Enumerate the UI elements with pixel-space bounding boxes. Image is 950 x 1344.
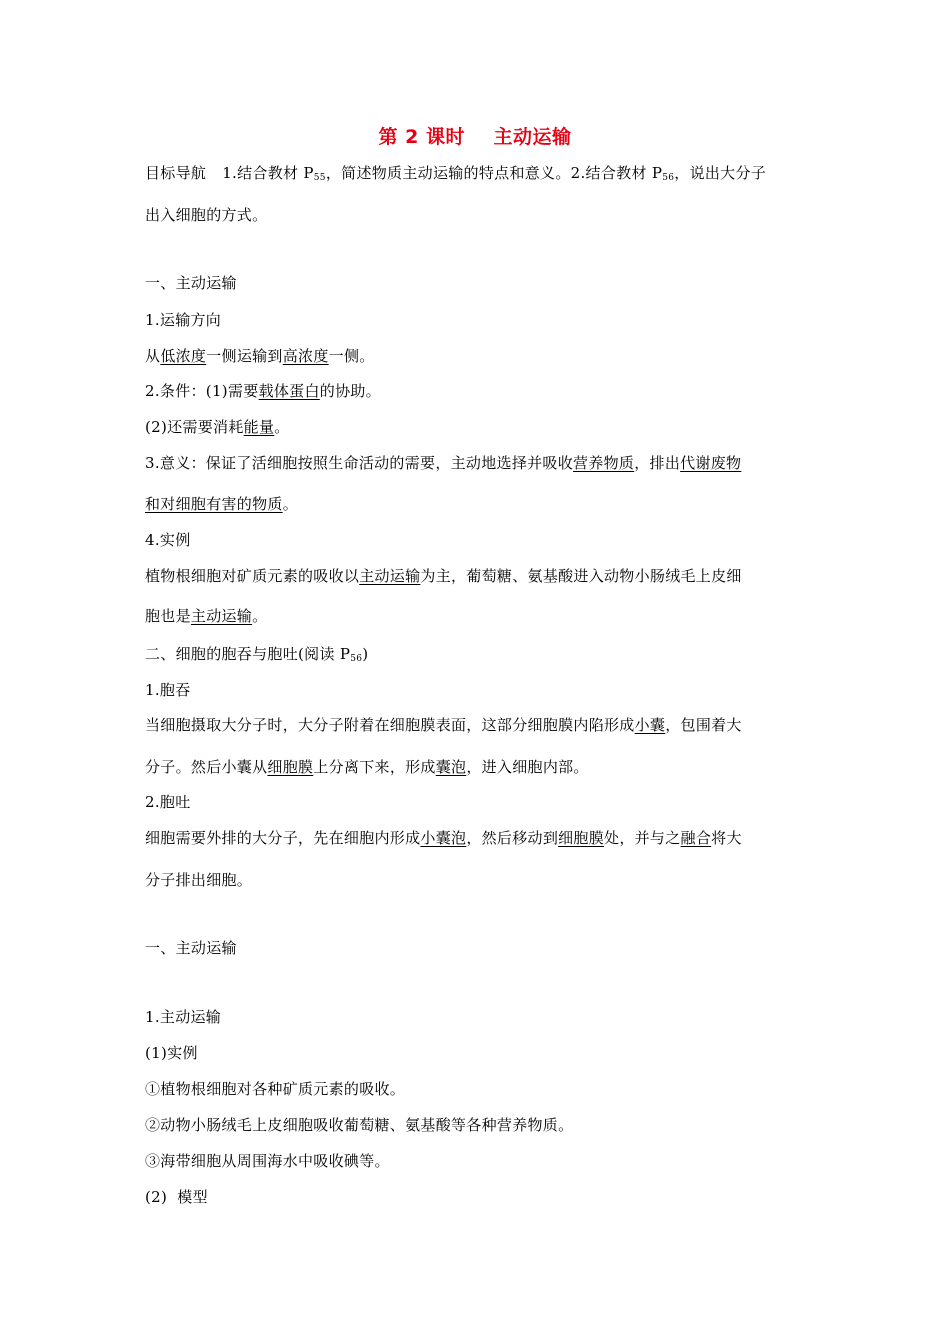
text: 处，并与之 <box>604 829 681 847</box>
answer-blank: 主动运输 <box>190 607 253 625</box>
text: 。 <box>252 607 268 625</box>
example-item-3: ③海带细胞从周围海水中吸收碘等。 <box>145 1152 390 1170</box>
answer-blank: 主动运输 <box>359 567 421 585</box>
text: 的协助。 <box>319 382 381 400</box>
subheading-model: (2) 模型 <box>145 1188 208 1206</box>
text: 2.条件：(1)需要 <box>145 382 259 400</box>
subheading-exocytosis: 2.胞吐 <box>145 793 191 811</box>
answer-blank: 囊泡 <box>435 758 467 776</box>
paragraph-significance-line-2 <box>145 494 815 514</box>
text: ，进入细胞内部。 <box>466 758 589 776</box>
paragraph-exocytosis-line-2: 分子排出细胞。 <box>145 871 253 889</box>
text: 上分离下来，形成 <box>313 758 436 776</box>
paragraph-examples-line-1 <box>145 566 815 586</box>
page-ref-sub: 55 <box>313 173 326 183</box>
section-heading-active-transport-2: 一、主动运输 <box>145 939 237 957</box>
answer-blank: 细胞膜 <box>267 758 314 776</box>
text: 二、细胞的胞吞与胞吐(阅读 P <box>145 645 351 663</box>
text: (2)还需要消耗 <box>145 418 244 436</box>
page-ref-sub: 56 <box>350 654 363 664</box>
subheading-examples: 4.实例 <box>145 531 191 549</box>
answer-blank: 细胞膜 <box>558 829 605 847</box>
paragraph-examples-line-2 <box>145 606 815 626</box>
text: ) <box>362 645 369 663</box>
text: 分子。然后小囊从 <box>145 758 268 776</box>
text: 为主，葡萄糖、氨基酸进入动物小肠绒毛上皮细 <box>420 567 742 585</box>
paragraph-exocytosis-line-1 <box>145 828 815 848</box>
learning-goals-line-1 <box>145 163 815 188</box>
answer-blank: 能量 <box>243 418 275 436</box>
text: 当细胞摄取大分子时，大分子附着在细胞膜表面，这部分细胞膜内陷形成 <box>145 716 635 734</box>
text: ，然后移动到 <box>466 829 559 847</box>
subheading-endocytosis: 1.胞吞 <box>145 681 191 699</box>
example-item-1: ①植物根细胞对各种矿质元素的吸收。 <box>145 1080 406 1098</box>
goals-label: 目标导航 <box>145 164 207 182</box>
paragraph-endocytosis-line-2 <box>145 757 815 777</box>
lesson-title: 第 2 课时 主动运输 <box>378 126 572 148</box>
answer-blank: 融合 <box>680 829 712 847</box>
answer-blank: 高浓度 <box>282 347 329 365</box>
text: 从 <box>145 347 161 365</box>
section-heading-endocytosis-exocytosis <box>145 644 815 669</box>
text: 植物根细胞对矿质元素的吸收以 <box>145 567 360 585</box>
paragraph-significance-line-1 <box>145 453 815 473</box>
text: 一侧运输到 <box>206 347 283 365</box>
paragraph-direction <box>145 346 815 366</box>
text: 胞也是 <box>145 607 191 625</box>
answer-blank: 低浓度 <box>160 347 207 365</box>
section-heading-active-transport: 一、主动运输 <box>145 274 237 292</box>
page-ref-sub: 56 <box>662 173 675 183</box>
paragraph-energy <box>145 417 815 437</box>
text: 。 <box>282 495 299 513</box>
text: ，排出 <box>634 454 681 472</box>
text: 3.意义：保证了活细胞按照生命活动的需要，主动地选择并吸收 <box>145 454 574 472</box>
answer-blank: 小囊泡 <box>420 829 467 847</box>
subheading-examples-2: (1)实例 <box>145 1044 198 1062</box>
subheading-active-transport: 1.主动运输 <box>145 1008 222 1026</box>
goals-text: 1.结合教材 P <box>222 164 314 182</box>
example-item-2: ②动物小肠绒毛上皮细胞吸收葡萄糖、氨基酸等各种营养物质。 <box>145 1116 574 1134</box>
learning-goals-line-2: 出入细胞的方式。 <box>145 206 268 224</box>
subheading-direction: 1.运输方向 <box>145 311 222 329</box>
text: 细胞需要外排的大分子，先在细胞内形成 <box>145 829 421 847</box>
answer-blank: 代谢废物 <box>680 454 742 472</box>
answer-blank: 载体蛋白 <box>258 382 320 400</box>
text: 将大 <box>711 829 742 847</box>
answer-blank: 小囊 <box>634 716 666 734</box>
text: ，包围着大 <box>665 716 742 734</box>
text: 。 <box>274 418 290 436</box>
paragraph-conditions <box>145 381 815 401</box>
goals-text: ，简述物质主动运输的特点和意义。2.结合教材 P <box>325 164 663 182</box>
answer-blank: 和对细胞有害的物质 <box>145 495 283 513</box>
answer-blank: 营养物质 <box>573 454 635 472</box>
paragraph-endocytosis-line-1 <box>145 715 815 735</box>
text: 一侧。 <box>328 347 375 365</box>
goals-text: ，说出大分子 <box>674 164 767 182</box>
